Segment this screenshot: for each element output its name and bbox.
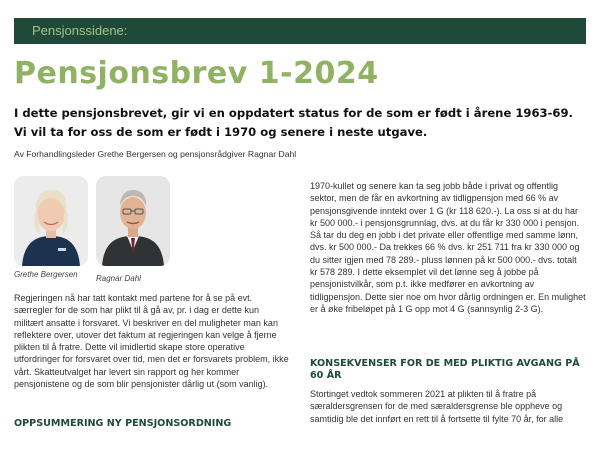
section-heading: OPPSUMMERING NY PENSJONSORDNING bbox=[14, 418, 232, 429]
section-label: Pensjonssidene: bbox=[32, 23, 128, 38]
portrait-caption: Grethe Bergersen bbox=[14, 270, 78, 279]
portrait-photo-grethe bbox=[14, 176, 88, 266]
article-byline: Av Forhandlingsleder Grethe Bergersen og pensjonsrådgiver Ragnar Dahl bbox=[14, 149, 297, 159]
article-intro: I dette pensjonsbrevet, gir vi en oppdatert status for de som er født i årene 1963-69. Vi vil ta for oss de som er født i 1970 og senere i neste utgave. bbox=[14, 106, 573, 139]
portrait-man-illustration bbox=[96, 176, 170, 266]
portrait-caption: Ragnar Dahl bbox=[96, 274, 141, 283]
portrait-woman-illustration bbox=[14, 176, 88, 266]
section-banner bbox=[14, 18, 586, 44]
article-title: Pensjonsbrev 1-2024 bbox=[14, 56, 379, 91]
body-paragraph: 1970-kullet og senere kan ta seg jobb både i privat og offentlig sektor, men de får en avkortning av tidligpensjon med 66 % av pensjonsgivende inntekt over 1 G (kr 118 620.-). La oss si at du har kr 500 000.- i pensjonsgrunnlag, dvs. at du får kr 330 000 i pensjon. Så tar du deg en jobb i det private eller offentlige med samme lønn, dvs. kr 500 000.- Da trekkes 66 % dvs. kr 251 711 fra kr 330 000 og du sitter igjen med 78 289.- pluss lønnen på kr 500 000.- dvs. totalt kr 578 289. I dette eksemplet vil det lønne seg å jobbe på pensjonistvilkår, som p.t. ikke medfører en avkortning av tidligpensjon. Dette sier noe om hvor dårlig ordningen er. En mulighet er å øke fribeløpet på 1 G opp mot 4 G (sannsynlig 2-3 G). bbox=[310, 181, 586, 314]
body-paragraph: Regjeringen nå har tatt kontakt med partene for å se på evt. særregler for de som har plikt til å gå av, pr. i dag er dette kun militært ansatte i forsvaret. Vi beskriver en del muligheter man kan reflektere over, utover det faktum at regjeringen kan velge å fjerne plikten til å fratre. Dette vil imidlertid skape store operative utfordringer for forsvaret over tid, men det er forsvarets problem, ikke vårt. Skatteutvalget har levert sin rapport og her kommer pensjonistene og de som blir pensjonister dårlig ut (som vanlig). bbox=[14, 293, 289, 390]
portrait-photo-ragnar bbox=[96, 176, 170, 266]
body-paragraph: Stortinget vedtok sommeren 2021 at plikten til å fratre på særaldersgrensen for de med særaldersgrense ble oppheve og samtidig ble det innført en rett til å fortsette til fylte 70 år, for alle bbox=[310, 389, 564, 424]
section-heading: KONSEKVENSER FOR DE MED PLIKTIG AVGANG PÅ 60 ÅR bbox=[310, 358, 580, 381]
